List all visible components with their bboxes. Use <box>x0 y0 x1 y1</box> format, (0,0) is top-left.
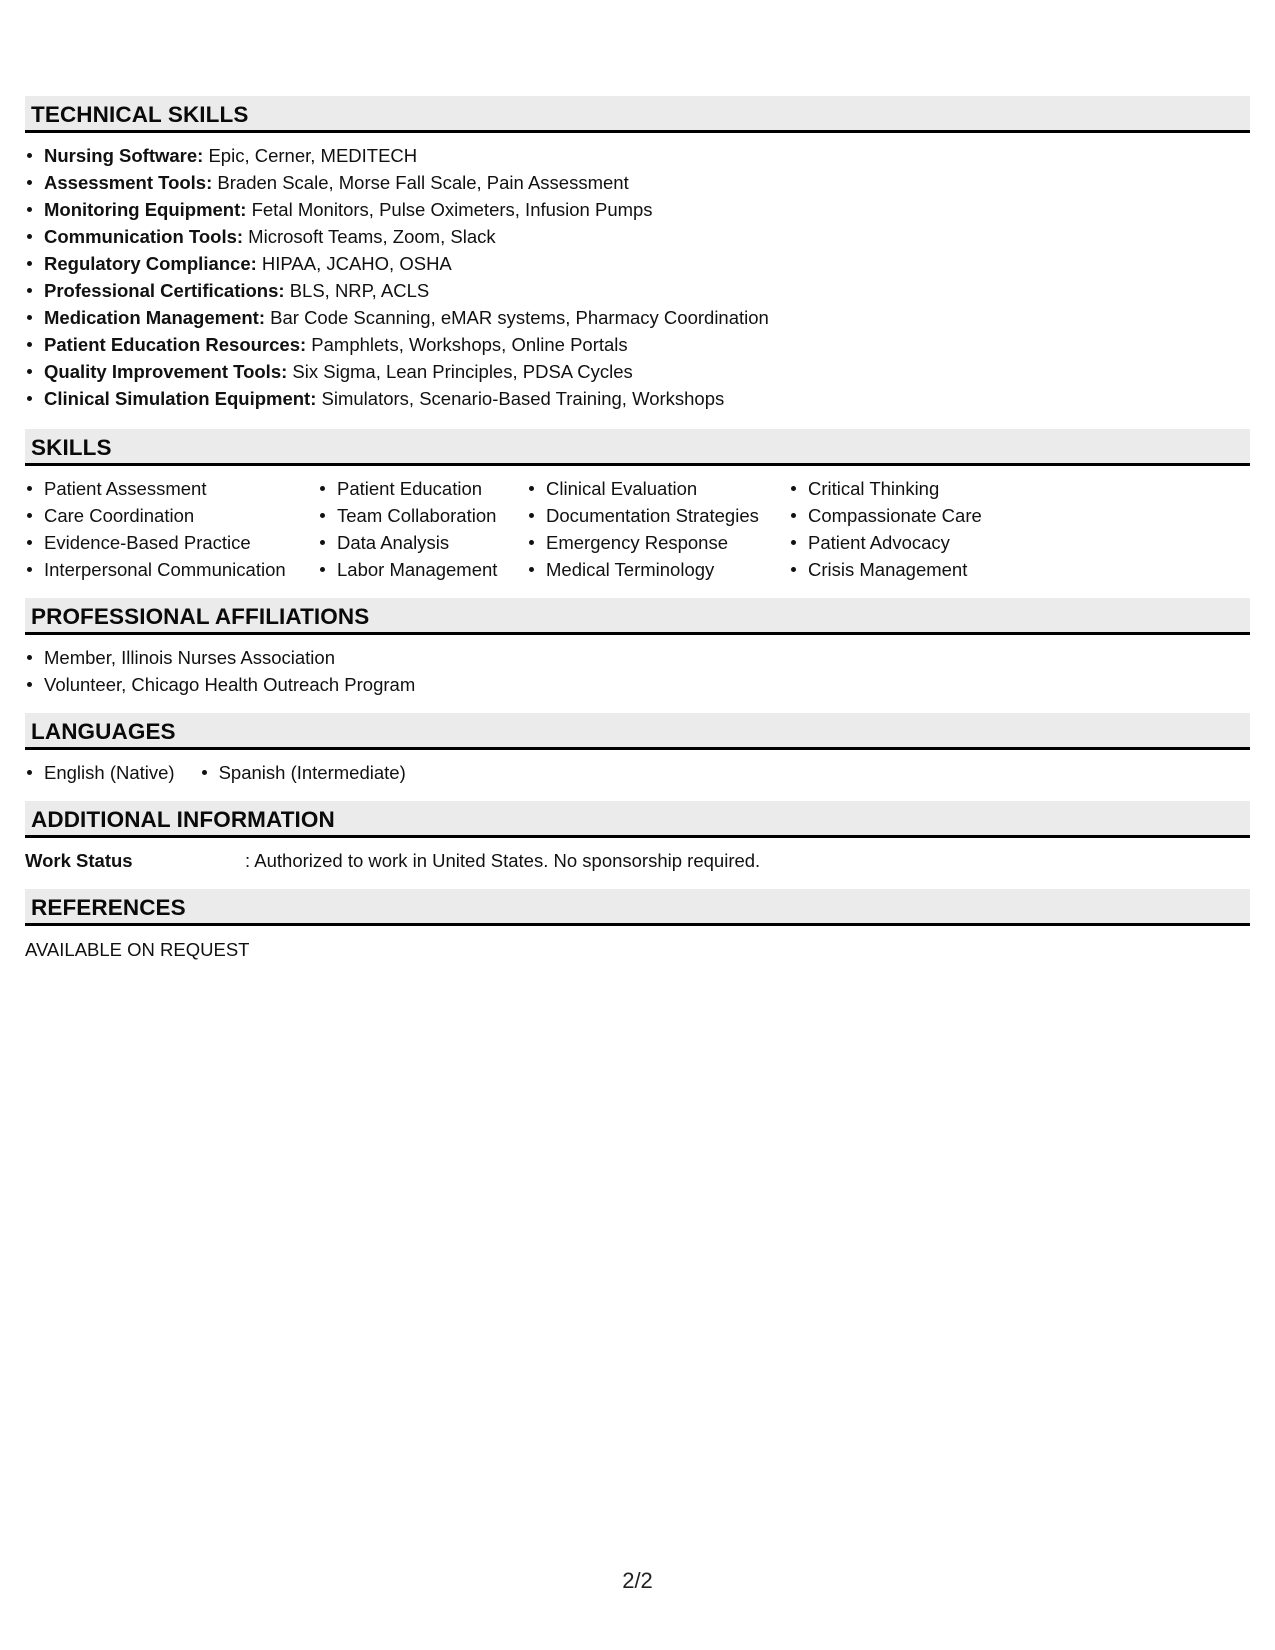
affiliation-item: Member, Illinois Nurses Association <box>25 644 1250 671</box>
technical-skill-label: Clinical Simulation Equipment: <box>44 388 317 409</box>
references-text: AVAILABLE ON REQUEST <box>25 939 250 960</box>
work-status-value: : Authorized to work in United States. No sponsorship required. <box>245 850 761 871</box>
skill-item: Patient Education <box>318 475 527 502</box>
page-number: 2/2 <box>622 1568 653 1593</box>
technical-skill-value: BLS, NRP, ACLS <box>284 280 430 301</box>
technical-skill-value: Fetal Monitors, Pulse Oximeters, Infusion Pumps <box>246 199 653 220</box>
skill-item: Patient Assessment <box>25 475 318 502</box>
skills-column-3 <box>527 475 789 583</box>
skill-item: Patient Advocacy <box>789 529 1049 556</box>
skill-item: Emergency Response <box>527 529 789 556</box>
skill-item: Care Coordination <box>25 502 318 529</box>
technical-skill-label: Professional Certifications: <box>44 280 285 301</box>
technical-skill-label: Assessment Tools: <box>44 172 213 193</box>
skill-item: Medical Terminology <box>527 556 789 583</box>
technical-skill-item <box>25 304 1250 331</box>
technical-skill-item <box>25 385 1250 412</box>
technical-skill-item <box>25 358 1250 385</box>
technical-skill-label: Communication Tools: <box>44 226 244 247</box>
languages-heading: LANGUAGES <box>25 713 1250 750</box>
references-heading: REFERENCES <box>25 889 1250 926</box>
skills-grid <box>25 466 1250 598</box>
technical-skill-value: Simulators, Scenario-Based Training, Workshops <box>316 388 725 409</box>
skill-item: Labor Management <box>318 556 527 583</box>
technical-skill-item <box>25 196 1250 223</box>
technical-skill-item <box>25 169 1250 196</box>
technical-skill-label: Medication Management: <box>44 307 265 328</box>
technical-skill-value: Pamphlets, Workshops, Online Portals <box>306 334 628 355</box>
skill-item: Interpersonal Communication <box>25 556 318 583</box>
skill-item: Crisis Management <box>789 556 1049 583</box>
language-item: English (Native) <box>25 759 175 786</box>
technical-skill-value: Braden Scale, Morse Fall Scale, Pain Assessment <box>212 172 629 193</box>
technical-skill-item <box>25 277 1250 304</box>
technical-skills-heading: TECHNICAL SKILLS <box>25 96 1250 133</box>
skill-item: Critical Thinking <box>789 475 1049 502</box>
skill-item: Documentation Strategies <box>527 502 789 529</box>
skill-item: Evidence-Based Practice <box>25 529 318 556</box>
skills-heading: SKILLS <box>25 429 1250 466</box>
work-status-row <box>25 838 1250 889</box>
technical-skill-label: Regulatory Compliance: <box>44 253 257 274</box>
technical-skill-value: HIPAA, JCAHO, OSHA <box>256 253 452 274</box>
work-status-label: Work Status <box>25 850 133 871</box>
technical-skill-value: Bar Code Scanning, eMAR systems, Pharmacy Coordination <box>265 307 769 328</box>
skills-column-1 <box>25 475 318 583</box>
languages-list <box>25 750 1250 801</box>
technical-skill-label: Monitoring Equipment: <box>44 199 247 220</box>
affiliations-list <box>25 635 1250 713</box>
technical-skill-value: Microsoft Teams, Zoom, Slack <box>243 226 496 247</box>
technical-skills-list <box>25 133 1250 429</box>
technical-skill-item <box>25 331 1250 358</box>
skill-item: Data Analysis <box>318 529 527 556</box>
technical-skill-item <box>25 223 1250 250</box>
technical-skill-value: Epic, Cerner, MEDITECH <box>203 145 418 166</box>
resume-page <box>25 96 1250 963</box>
language-item: Spanish (Intermediate) <box>200 759 406 786</box>
skills-column-4 <box>789 475 1049 583</box>
affiliation-item: Volunteer, Chicago Health Outreach Program <box>25 671 1250 698</box>
technical-skill-label: Patient Education Resources: <box>44 334 307 355</box>
skill-item: Team Collaboration <box>318 502 527 529</box>
skills-column-2 <box>318 475 527 583</box>
technical-skill-label: Quality Improvement Tools: <box>44 361 288 382</box>
additional-info-heading: ADDITIONAL INFORMATION <box>25 801 1250 838</box>
technical-skill-value: Six Sigma, Lean Principles, PDSA Cycles <box>287 361 633 382</box>
affiliations-heading: PROFESSIONAL AFFILIATIONS <box>25 598 1250 635</box>
technical-skill-item <box>25 250 1250 277</box>
skill-item: Clinical Evaluation <box>527 475 789 502</box>
skill-item: Compassionate Care <box>789 502 1049 529</box>
technical-skill-item <box>25 142 1250 169</box>
technical-skill-label: Nursing Software: <box>44 145 204 166</box>
